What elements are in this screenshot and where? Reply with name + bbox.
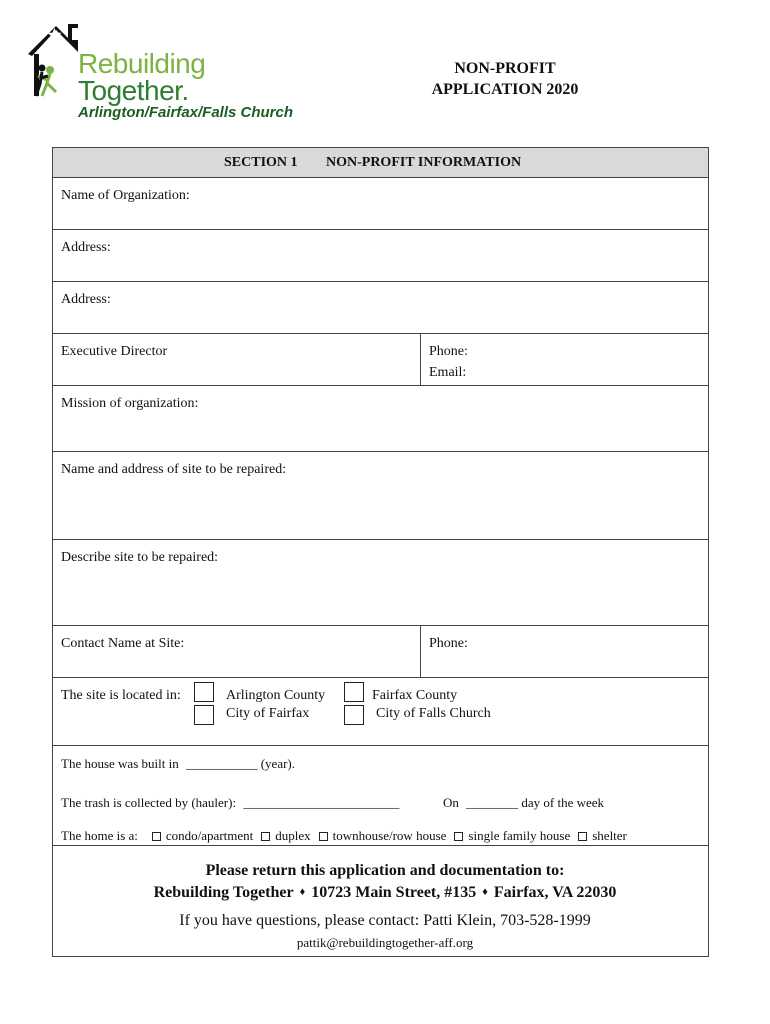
townhouse-label: townhouse/row house [332, 828, 447, 843]
column-divider [420, 626, 421, 678]
condo-checkbox[interactable] [152, 832, 161, 841]
return-address [0, 884, 770, 902]
org-name-label: Name of Organization: [61, 188, 190, 203]
arlington-county-checkbox[interactable] [194, 682, 214, 702]
address-label-2: Address: [61, 292, 111, 307]
email-label: Email: [429, 365, 467, 380]
logo-wordmark-together: Together. [78, 75, 189, 106]
fairfax-county-label: Fairfax County [372, 688, 458, 703]
duplex-label: duplex [275, 828, 311, 843]
address-field-1[interactable] [53, 230, 708, 282]
shelter-checkbox[interactable] [578, 832, 587, 841]
built-year-blank[interactable]: ___________ [185, 756, 258, 771]
site-contact-row [53, 626, 708, 678]
director-contact-row [53, 334, 708, 386]
mission-label: Mission of organization: [61, 396, 199, 411]
org-name-field[interactable] [53, 178, 708, 230]
hauler-blank[interactable]: ________________________ [243, 795, 400, 810]
location-label: The site is located in: [61, 688, 181, 703]
application-form [52, 147, 709, 957]
diamond-separator-icon: ♦ [299, 886, 306, 898]
on-label: On [443, 795, 459, 810]
contact-name-label: Contact Name at Site: [61, 636, 185, 651]
title-line-1: NON-PROFIT [454, 60, 556, 77]
home-type-line [61, 828, 627, 844]
single-family-checkbox[interactable] [454, 832, 463, 841]
title-line-2: APPLICATION 2020 [431, 81, 579, 98]
contact-email-link[interactable]: pattik@rebuildingtogether-aff.org [296, 935, 474, 950]
single-family-label: single family house [468, 828, 571, 843]
contact-phone-label: Phone: [429, 636, 468, 651]
trash-label: The trash is collected by (hauler): [61, 795, 237, 810]
condo-label: condo/apartment [165, 828, 254, 843]
day-of-week-label: day of the week [521, 795, 605, 810]
arlington-county-label: Arlington County [226, 688, 326, 703]
site-name-address-label: Name and address of site to be repaired: [61, 462, 287, 477]
describe-site-label: Describe site to be repaired: [61, 550, 219, 565]
section-title: NON-PROFIT INFORMATION [326, 155, 522, 170]
page-title [400, 58, 610, 100]
site-name-address-field[interactable] [53, 452, 708, 540]
built-in-label: The house was built in [61, 756, 179, 771]
logo-wordmark-rebuilding: Rebuilding [78, 48, 206, 79]
diamond-separator-icon: ♦ [482, 886, 488, 898]
return-instructions: Please return this application and documentation to: [205, 862, 565, 879]
return-org: Rebuilding Together [153, 884, 294, 901]
fairfax-county-checkbox[interactable] [344, 682, 364, 702]
built-year-suffix: (year). [260, 756, 295, 771]
contact-line: If you have questions, please contact: Patti Klein, 703-528-1999 [179, 912, 591, 929]
describe-site-field[interactable] [53, 540, 708, 626]
trash-line [61, 795, 399, 811]
logo-subtitle: Arlington/Fairfax/Falls Church [78, 104, 294, 121]
trash-day-line [443, 795, 604, 811]
shelter-label: shelter [592, 828, 627, 843]
section-header [53, 148, 708, 178]
city-of-fairfax-label: City of Fairfax [226, 706, 310, 721]
city-of-falls-church-label: City of Falls Church [376, 706, 491, 721]
organization-logo [28, 22, 298, 122]
section-number: SECTION 1 [224, 155, 298, 170]
built-in-line [61, 756, 295, 772]
address-field-2[interactable] [53, 282, 708, 334]
house-star-logo-icon [28, 22, 80, 102]
location-row [53, 678, 708, 746]
townhouse-checkbox[interactable] [319, 832, 328, 841]
duplex-checkbox[interactable] [261, 832, 270, 841]
phone-label: Phone: [429, 344, 468, 359]
mission-field[interactable] [53, 386, 708, 452]
exec-director-label: Executive Director [61, 344, 168, 359]
home-is-label: The home is a: [61, 828, 138, 843]
city-of-fairfax-checkbox[interactable] [194, 705, 214, 725]
day-blank[interactable]: ________ [466, 795, 519, 810]
return-street: 10723 Main Street, #135 [311, 884, 477, 901]
return-city: Fairfax, VA 22030 [493, 884, 617, 901]
house-details-row [53, 746, 708, 846]
address-label-1: Address: [61, 240, 111, 255]
column-divider [420, 334, 421, 386]
city-of-falls-church-checkbox[interactable] [344, 705, 364, 725]
